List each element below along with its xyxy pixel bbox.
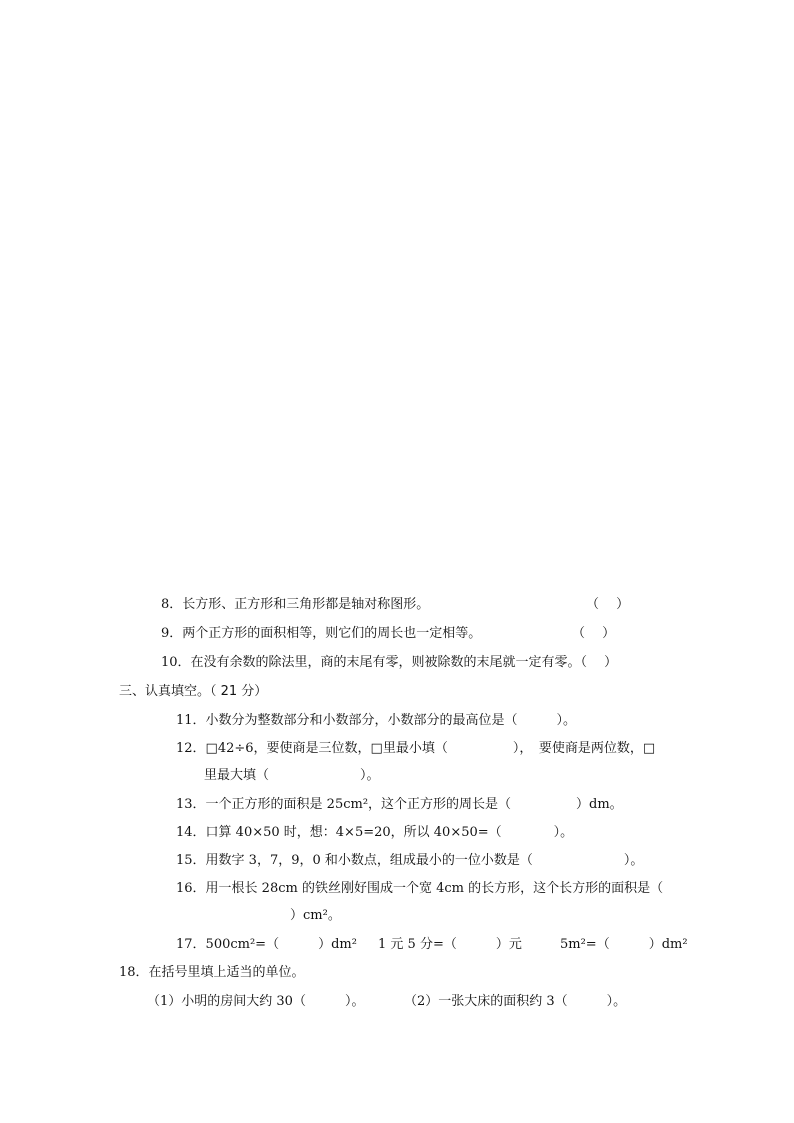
- question-8: 8．长方形、正方形和三角形都是轴对称图形。: [161, 597, 430, 612]
- question-14: 14．口算 40×50 时，想：4×5=20，所以 40×50=（ ）。: [176, 825, 574, 840]
- question-9: 9．两个正方形的面积相等，则它们的周长也一定相等。: [161, 626, 482, 641]
- question-16-line1: 16．用一根长 28cm 的铁丝刚好围成一个宽 4cm 的长方形，这个长方形的面积是（: [176, 881, 664, 896]
- section-3-title: 三、认真填空。（ 21 分）: [119, 684, 268, 699]
- question-17-part-a: 17．500cm²=（ ）dm²: [176, 937, 357, 952]
- question-17-part-b: 1 元 5 分=（ ）元: [378, 937, 522, 952]
- question-18: 18．在括号里填上适当的单位。: [119, 965, 305, 980]
- question-18-part-2: （2）一张大床的面积约 3（ ）。: [404, 994, 627, 1009]
- question-16-line2: ）cm²。: [238, 908, 341, 923]
- question-17-part-c: 5m²=（ ）dm²: [560, 937, 688, 952]
- question-13: 13．一个正方形的面积是 25cm²，这个正方形的周长是（ ）dm。: [176, 797, 623, 812]
- question-18-part-1: （1）小明的房间大约 30（ ）。: [147, 994, 365, 1009]
- question-10: 10．在没有余数的除法里，商的末尾有零，则被除数的末尾就一定有零。（ ）: [161, 655, 618, 670]
- question-12-line2: 里最大填（ ）。: [204, 768, 380, 783]
- question-9-blank[interactable]: （ ）: [572, 626, 616, 641]
- question-11: 11．小数分为整数部分和小数部分，小数部分的最高位是（ ）。: [176, 713, 577, 728]
- question-15: 15．用数字 3，7，9，0 和小数点，组成最小的一位小数是（ ）。: [176, 853, 644, 868]
- question-12-line1: 12．□42÷6，要使商是三位数，□里最小填（ ）， 要使商是两位数，□: [176, 741, 656, 756]
- question-8-blank[interactable]: （ ）: [586, 597, 630, 612]
